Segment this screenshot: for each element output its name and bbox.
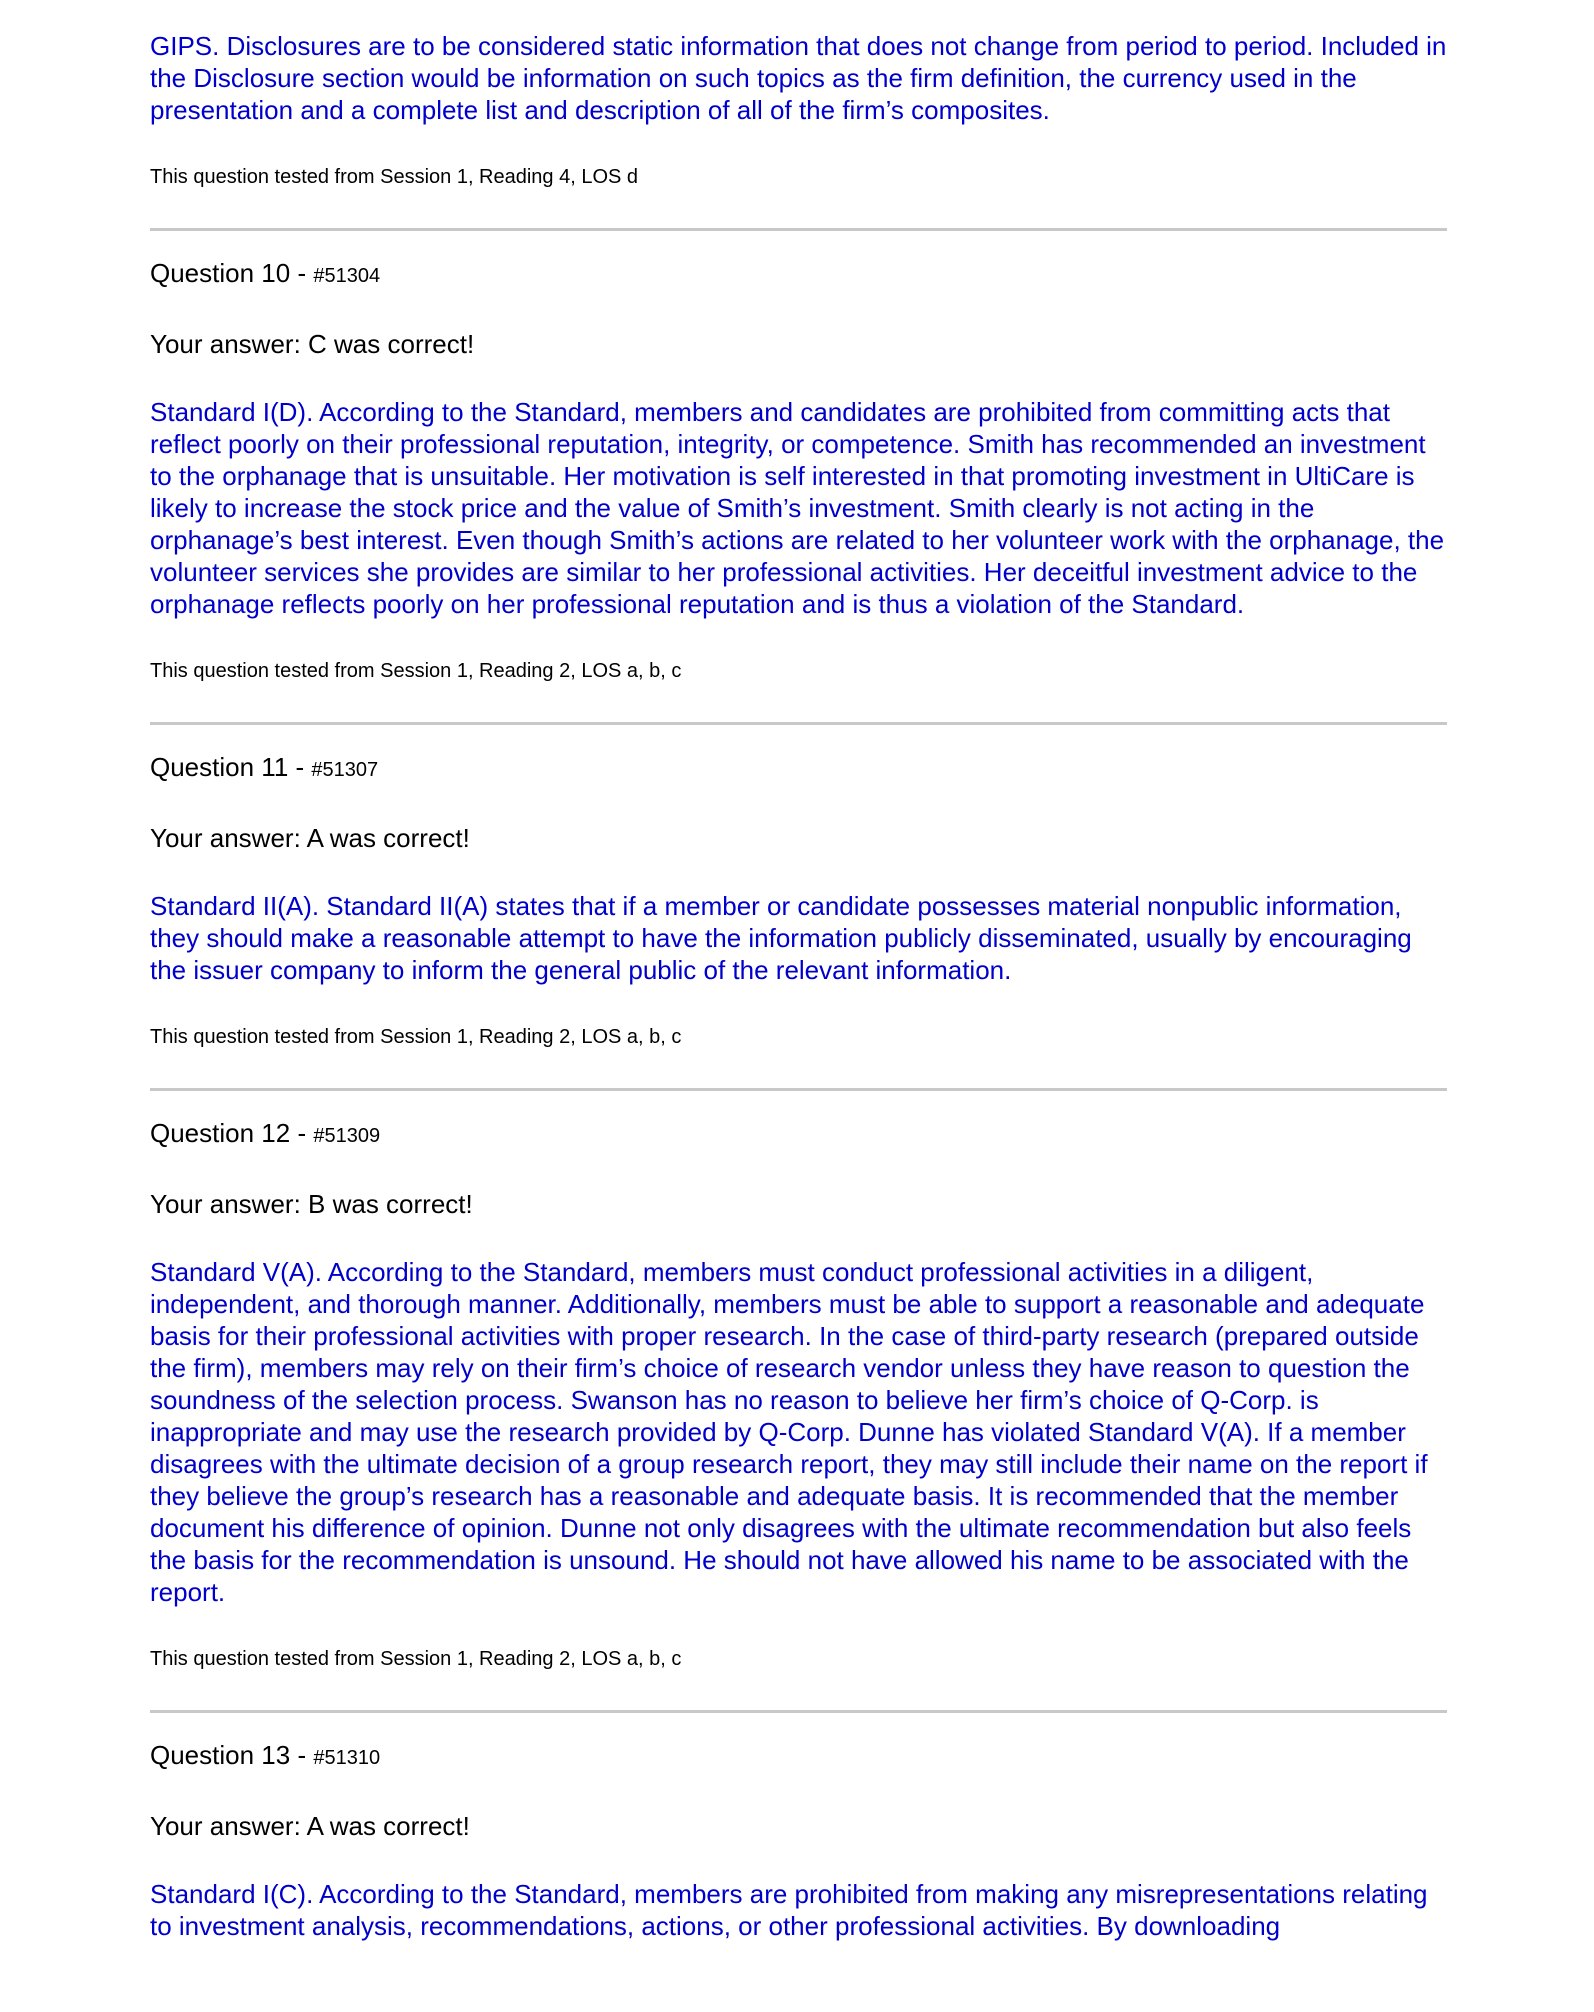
- question-explanation: Standard V(A). According to the Standard, members must conduct professional activities in a diligent, independent, and thorough manner. Additionally, members must be able to support a reasonable and adequate basis for their professional activities with proper research. In the case of third-party research (prepared outside the firm), members may rely on their firm’s choice of research vendor unless they have reason to question the soundness of the selection process. Swanson has no reason to believe her firm’s choice of Q-Corp. is inappropriate and may use the research provided by Q-Corp. Dunne has violated Standard V(A). If a member disagrees with the ultimate decision of a group research report, they may still include their name on the report if they believe the group’s research has a reasonable and adequate basis. It is recommended that the member document his difference of opinion. Dunne not only disagrees with the ultimate recommendation but also feels the basis for the recommendation is unsound. He should not have allowed his name to be associated with the report.: [150, 1257, 1428, 1607]
- question-header: [150, 1117, 1450, 1152]
- question-separator: -: [290, 1740, 314, 1770]
- question-section-12: [150, 1088, 1450, 1672]
- question-title: Question 11: [150, 752, 289, 782]
- question-separator: -: [290, 258, 314, 288]
- question-separator: -: [290, 1118, 314, 1148]
- section-divider: [150, 1710, 1447, 1713]
- question-header: [150, 257, 1450, 292]
- your-answer: Your answer: A was correct!: [150, 1811, 470, 1841]
- document-page: [150, 30, 1450, 1942]
- question-separator: -: [288, 752, 312, 782]
- section-divider: [150, 1088, 1447, 1091]
- question-id: #51307: [311, 759, 379, 781]
- your-answer: Your answer: A was correct!: [150, 823, 470, 853]
- los-note: This question tested from Session 1, Reading 2, LOS a, b, c: [150, 1026, 682, 1048]
- question-id: #51310: [313, 1747, 381, 1769]
- question-explanation: Standard I(C). According to the Standard, members are prohibited from making any misrepresentations relating to investment analysis, recommendations, actions, or other professional activities. By downloading: [150, 1879, 1428, 1941]
- intro-explanation: GIPS. Disclosures are to be considered static information that does not change from period to period. Included in the Disclosure section would be information on such topics as the firm definition, the currency used in the presentation and a complete list and description of all of the firm’s composites.: [150, 31, 1447, 125]
- los-note: This question tested from Session 1, Reading 2, LOS a, b, c: [150, 1648, 682, 1670]
- question-header: [150, 751, 1450, 786]
- question-title: Question 13: [150, 1740, 291, 1770]
- section-divider: [150, 722, 1447, 725]
- question-explanation: Standard II(A). Standard II(A) states that if a member or candidate possesses material nonpublic information, they should make a reasonable attempt to have the information publicly disseminated, usually by encouraging the issuer company to inform the general public of the relevant information.: [150, 891, 1412, 985]
- your-answer: Your answer: B was correct!: [150, 1189, 473, 1219]
- question-explanation: Standard I(D). According to the Standard, members and candidates are prohibited from committing acts that reflect poorly on their professional reputation, integrity, or competence. Smith has recommended an investment to the orphanage that is unsuitable. Her motivation is self interested in that promoting investment in UltiCare is likely to increase the stock price and the value of Smith’s investment. Smith clearly is not acting in the orphanage’s best interest. Even though Smith’s actions are related to her volunteer work with the orphanage, the volunteer services she provides are similar to her professional activities. Her deceitful investment advice to the orphanage reflects poorly on her professional reputation and is thus a violation of the Standard.: [150, 397, 1445, 619]
- question-section-10: [150, 228, 1450, 684]
- question-title: Question 12: [150, 1118, 291, 1148]
- question-section-13: [150, 1710, 1450, 1942]
- question-title: Question 10: [150, 258, 291, 288]
- question-id: #51304: [313, 265, 381, 287]
- section-divider: [150, 228, 1447, 231]
- question-id: #51309: [313, 1125, 381, 1147]
- question-header: [150, 1739, 1450, 1774]
- los-note: This question tested from Session 1, Reading 2, LOS a, b, c: [150, 660, 682, 682]
- your-answer: Your answer: C was correct!: [150, 329, 475, 359]
- question-section-11: [150, 722, 1450, 1050]
- intro-los-note: This question tested from Session 1, Reading 4, LOS d: [150, 166, 639, 188]
